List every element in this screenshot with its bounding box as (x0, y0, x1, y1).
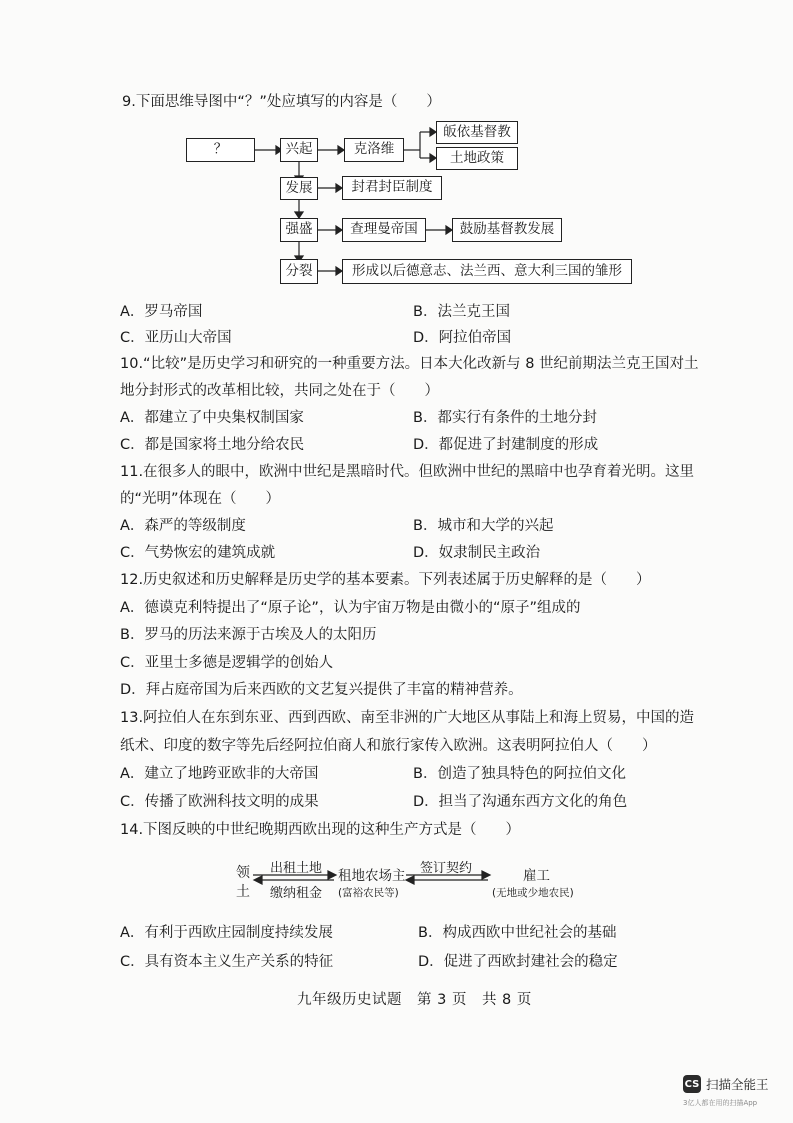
map-unknown-box: ？ (186, 138, 255, 162)
map-rise-box: 兴起 (280, 138, 318, 162)
q10-option-c: C．都是国家将土地分给农民 (120, 437, 305, 453)
q14-option-c: C．具有资本主义生产关系的特征 (120, 954, 334, 970)
q9-option-d: D．阿拉伯帝国 (413, 330, 512, 346)
scanner-watermark (683, 1075, 769, 1093)
q10-stem-line1: 10.“比较”是历史学习和研究的一种重要方法。日本大化改新与 8 世纪前期法兰克王国对土 (120, 356, 699, 372)
q12-option-d: D．拜占庭帝国为后来西欧的文艺复兴提供了丰富的精神营养。 (120, 682, 523, 698)
q14-option-b: B．构成西欧中世纪社会的基础 (418, 925, 617, 941)
map-land-box: 土地政策 (436, 147, 518, 170)
q14-option-a: A．有利于西欧庄园制度持续发展 (120, 925, 333, 941)
diagram-hired-worker: 雇工 (523, 868, 550, 884)
map-charlemagne-box: 查理曼帝国 (342, 218, 426, 242)
diagram-tenant-farmer: 租地农场主 (338, 868, 406, 884)
diagram-pay-rent-label: 缴纳租金 (270, 886, 323, 901)
diagram-lord-char2: 土 (236, 884, 250, 900)
scanner-logo-icon: CS (683, 1075, 701, 1093)
q13-option-d: D．担当了沟通东西方文化的角色 (413, 794, 628, 810)
q10-option-a: A．都建立了中央集权制国家 (120, 410, 304, 426)
diagram-tenant-note: (富裕农民等) (338, 887, 399, 899)
q11-stem-line1: 11.在很多人的眼中，欧洲中世纪是黑暗时代。但欧洲中世纪的黑暗中也孕育着光明。这里 (120, 464, 695, 480)
map-encourage-box: 鼓励基督教发展 (452, 218, 562, 242)
q9-stem: 9.下面思维导图中“？”处应填写的内容是（ ） (122, 94, 441, 110)
q13-stem-line1: 13.阿拉伯人在东到东亚、西到西欧、南至非洲的广大地区从事陆上和海上贸易，中国的造 (120, 710, 695, 726)
diagram-lord-char1: 领 (236, 865, 250, 881)
q9-option-b: B．法兰克王国 (413, 304, 510, 320)
q12-option-b: B．罗马的历法来源于古埃及人的太阳历 (120, 627, 377, 643)
q14-option-d: D．促进了西欧封建社会的稳定 (418, 954, 618, 970)
map-convert-box: 皈依基督教 (436, 121, 518, 144)
q14-stem: 14.下图反映的中世纪晚期西欧出现的这种生产方式是（ ） (120, 822, 521, 838)
q12-option-c: C．亚里士多德是逻辑学的创始人 (120, 655, 334, 671)
diagram-rent-out-label: 出租土地 (270, 861, 323, 876)
diagram-contract-label: 签订契约 (420, 861, 473, 876)
map-develop-box: 发展 (280, 177, 318, 200)
map-clovis-box: 克洛维 (344, 138, 404, 162)
q11-option-d: D．奴隶制民主政治 (413, 545, 541, 561)
map-peak-box: 强盛 (280, 218, 318, 242)
q9-option-c: C．亚历山大帝国 (120, 330, 232, 346)
q11-option-c: C．气势恢宏的建筑成就 (120, 545, 276, 561)
diagram-worker-note: (无地或少地农民) (492, 887, 574, 899)
q12-option-a: A．德谟克利特提出了“原子论”，认为宇宙万物是由微小的“原子”组成的 (120, 600, 581, 616)
q13-option-a: A．建立了地跨亚欧非的大帝国 (120, 766, 319, 782)
q12-stem: 12.历史叙述和历史解释是历史学的基本要素。下列表述属于历史解释的是（ ） (120, 572, 651, 588)
map-split-box: 分裂 (280, 259, 318, 284)
q13-option-c: C．传播了欧洲科技文明的成果 (120, 794, 319, 810)
q13-option-b: B．创造了独具特色的阿拉伯文化 (413, 766, 626, 782)
page-footer: 九年级历史试题 第 3 页 共 8 页 (297, 992, 532, 1008)
q10-option-b: B．都实行有条件的土地分封 (413, 410, 597, 426)
q11-stem-line2: 的“光明”体现在（ ） (120, 491, 281, 507)
scanner-tagline: 3亿人都在用的扫描App (683, 1099, 758, 1107)
q11-option-a: A．森严的等级制度 (120, 518, 246, 534)
q10-option-d: D．都促进了封建制度的形成 (413, 437, 599, 453)
q10-stem-line2: 地分封形式的改革相比较，共同之处在于（ ） (120, 383, 439, 399)
q11-option-b: B．城市和大学的兴起 (413, 518, 554, 534)
map-fief-box: 封君封臣制度 (342, 176, 442, 200)
q13-stem-line2: 纸术、印度的数字等先后经阿拉伯商人和旅行家传入欧洲。这表明阿拉伯人（ ） (120, 738, 657, 754)
scanner-app-name: 扫描全能王 (706, 1077, 769, 1092)
q9-option-a: A．罗马帝国 (120, 304, 203, 320)
map-split-result-box: 形成以后德意志、法兰西、意大利三国的雏形 (342, 259, 632, 284)
